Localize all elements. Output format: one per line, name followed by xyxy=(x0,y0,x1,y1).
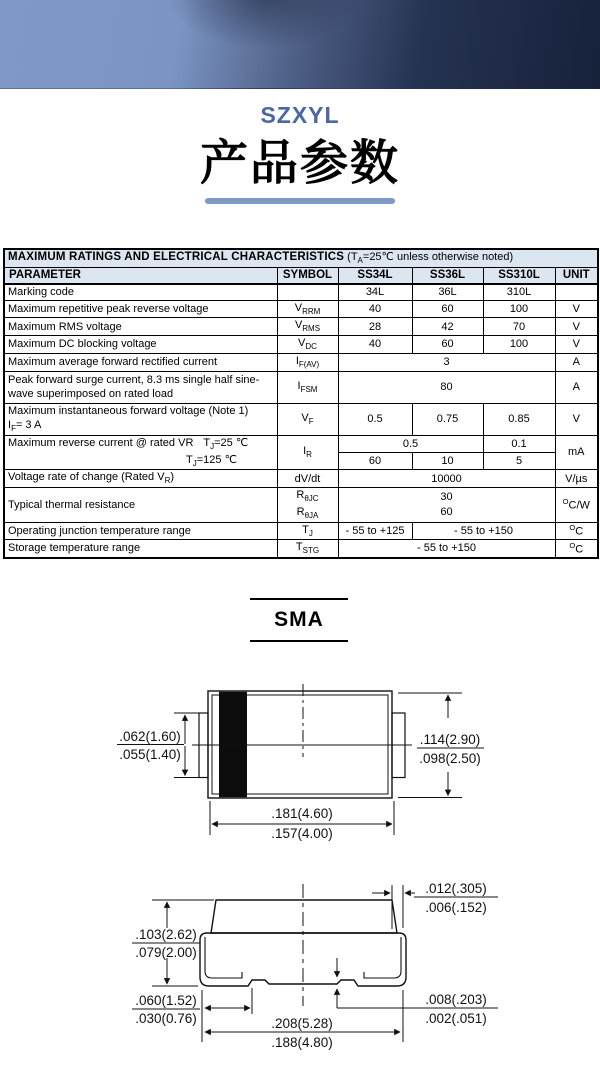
dim-standoff-max: .008(.203) xyxy=(425,992,487,1007)
value-all: 80 xyxy=(338,371,555,403)
page-title: 产品参数 xyxy=(199,137,400,190)
symbol-cell xyxy=(277,300,338,318)
param-post: ) xyxy=(170,471,175,484)
param-cell: Operating junction temperature range xyxy=(4,522,277,540)
value-line2: 60 xyxy=(440,505,453,518)
unit-cell: V xyxy=(555,300,598,318)
col-parameter: PARAMETER xyxy=(4,267,277,284)
package-top-view-drawing xyxy=(0,660,600,860)
symbol-cell xyxy=(277,284,338,300)
value-ss36l: 60 xyxy=(412,300,483,318)
header-banner xyxy=(0,0,600,89)
param-line2 xyxy=(8,418,274,435)
unit-cell: V/µs xyxy=(555,470,598,488)
param-cell: Maximum RMS voltage xyxy=(4,318,277,336)
symbol-cell xyxy=(277,371,338,403)
dim-standoff-min: .002(.051) xyxy=(425,1011,487,1026)
cond-rest: =25 ℃ xyxy=(214,436,249,449)
dim-height-min: .079(2.00) xyxy=(135,945,197,960)
unit-cell: V xyxy=(555,403,598,435)
sym-sub: FSM xyxy=(300,385,318,394)
cond-rest: =125 ℃ xyxy=(196,453,237,466)
unit-rest: C/W xyxy=(568,499,590,512)
value-line1: 30 xyxy=(440,491,453,504)
symbol-cell xyxy=(277,540,338,558)
sym-line2 xyxy=(281,505,335,522)
value-ss310l: 100 xyxy=(483,336,555,354)
dim-height-max: .103(2.62) xyxy=(135,927,197,942)
row-tj xyxy=(4,522,598,540)
ratings-table xyxy=(3,248,599,559)
dim-tab-width-min: .055(1.40) xyxy=(119,747,181,762)
col-ss310l: SS310L xyxy=(483,267,555,284)
param-text: Voltage rate of change (Rated V xyxy=(8,471,165,484)
param-cell: Marking code xyxy=(4,284,277,300)
param-cell: Maximum DC blocking voltage xyxy=(4,336,277,354)
symbol-cell xyxy=(277,318,338,336)
sym-base: R xyxy=(296,505,305,518)
row-rth xyxy=(4,488,598,522)
dim-overall-width-min: .188(4.80) xyxy=(271,1035,333,1050)
table-title-bold: MAXIMUM RATINGS AND ELECTRICAL CHARACTERISTICS xyxy=(8,251,345,263)
sym-sub: F xyxy=(308,417,314,427)
mold-top xyxy=(211,900,397,933)
dim-body-width-min: .157(4.00) xyxy=(271,826,333,841)
package-name: SMA xyxy=(250,598,348,642)
sym-sub: θJC xyxy=(304,494,319,504)
sym-base: T xyxy=(295,541,303,554)
row-vrrm xyxy=(4,300,598,318)
unit-cell: mA xyxy=(555,435,598,469)
sym-sub: F(AV) xyxy=(298,360,320,370)
value-ss34l: 40 xyxy=(338,300,412,318)
param-cell xyxy=(4,403,277,435)
left-lead-inner xyxy=(205,937,242,978)
value-all: - 55 to +150 xyxy=(338,540,555,558)
dim-foot-length-min: .030(0.76) xyxy=(135,1011,197,1026)
dim-body-width-max: .181(4.60) xyxy=(271,806,333,821)
symbol-cell xyxy=(277,353,338,371)
table-header-row xyxy=(4,267,598,284)
col-unit: UNIT xyxy=(555,267,598,284)
param-cell xyxy=(4,435,277,469)
row-tstg xyxy=(4,540,598,558)
row-dvdt xyxy=(4,470,598,488)
dim-tab-width-max: .062(1.60) xyxy=(119,729,181,744)
sym-base: V xyxy=(294,319,303,332)
value-ss36l: 10 xyxy=(412,453,483,470)
value-ss36l: 0.75 xyxy=(412,403,483,435)
value-ss310l: 5 xyxy=(483,453,555,470)
value-ss34l: 0.5 xyxy=(338,403,412,435)
value-all: 3 xyxy=(338,353,555,371)
unit-sup: O xyxy=(562,496,569,506)
sym-sub: θJA xyxy=(304,511,319,521)
symbol-cell xyxy=(277,403,338,435)
table-title-note-pre: (T xyxy=(344,251,358,263)
value-ss34l: 34L xyxy=(338,284,412,300)
param-cell: Maximum repetitive peak reverse voltage xyxy=(4,300,277,318)
value-ss34l: 40 xyxy=(338,336,412,354)
dim-overall-width-max: .208(5.28) xyxy=(271,1016,333,1031)
row-vdc xyxy=(4,336,598,354)
param-line1 xyxy=(8,436,274,453)
dim-foot-length-max: .060(1.52) xyxy=(135,993,197,1008)
value-ss36l: 60 xyxy=(412,336,483,354)
unit-cell xyxy=(555,540,598,558)
unit-cell xyxy=(555,488,598,522)
symbol-cell xyxy=(277,522,338,540)
unit-cell: A xyxy=(555,353,598,371)
sym-base: I xyxy=(303,445,307,458)
value-all xyxy=(338,488,555,522)
table-title xyxy=(4,249,598,267)
unit-sup: O xyxy=(569,522,576,532)
unit-cell: V xyxy=(555,318,598,336)
param-text: Maximum reverse current @ rated VR xyxy=(8,436,194,449)
row-marking xyxy=(4,284,598,300)
sym-sub: RMS xyxy=(302,324,321,334)
value-all: 10000 xyxy=(338,470,555,488)
value-ss36l: 36L xyxy=(412,284,483,300)
cond-sub: J xyxy=(210,442,215,452)
cond2 xyxy=(186,453,274,470)
param-cell: Maximum average forward rectified current xyxy=(4,353,277,371)
unit-sup: O xyxy=(569,540,576,550)
row-ir-1 xyxy=(4,435,598,452)
package-side-view-drawing xyxy=(0,868,600,1076)
cond-sub: J xyxy=(192,458,197,468)
unit-cell xyxy=(555,284,598,300)
cond1 xyxy=(203,436,249,452)
table-title-note-sub: A xyxy=(357,256,363,266)
value-ss310l: 310L xyxy=(483,284,555,300)
sym-base: V xyxy=(294,301,303,314)
cond-sub: F xyxy=(11,424,16,434)
unit-cell xyxy=(555,522,598,540)
col-ss34l: SS34L xyxy=(338,267,412,284)
param-line1: Maximum instantaneous forward voltage (Note 1) xyxy=(8,404,249,417)
value-ss36l-ss310l: - 55 to +150 xyxy=(412,522,555,540)
value-ss34l: 60 xyxy=(338,453,412,470)
symbol-cell xyxy=(277,435,338,469)
sym-base: T xyxy=(302,523,309,536)
symbol-cell xyxy=(277,336,338,354)
row-vrms xyxy=(4,318,598,336)
value-ss34l: 28 xyxy=(338,318,412,336)
brand-name: SZXYL xyxy=(260,102,340,128)
value-ss310l: 0.85 xyxy=(483,403,555,435)
cond-base: T xyxy=(203,436,211,449)
cond-base: T xyxy=(186,453,193,466)
symbol-cell: dV/dt xyxy=(277,470,338,488)
param-cell: Typical thermal resistance xyxy=(4,488,277,522)
unit-cell: A xyxy=(555,371,598,403)
sym-base: R xyxy=(296,489,305,502)
value-ss310l: 0.1 xyxy=(483,435,555,452)
right-lead-inner xyxy=(364,937,401,978)
row-ifsm xyxy=(4,371,598,403)
dim-lead-thickness-max: .012(.305) xyxy=(425,881,487,896)
col-symbol: SYMBOL xyxy=(277,267,338,284)
value-ss310l: 100 xyxy=(483,300,555,318)
row-ifav xyxy=(4,353,598,371)
unit-rest: C xyxy=(575,525,584,538)
param-sub: R xyxy=(164,476,171,486)
param-cell: Storage temperature range xyxy=(4,540,277,558)
dim-lead-thickness-min: .006(.152) xyxy=(425,900,487,915)
param-cell xyxy=(4,470,277,488)
sym-base: I xyxy=(295,354,299,367)
table-title-row xyxy=(4,249,598,267)
param-cell: Peak forward surge current, 8.3 ms single half sine-wave superimposed on rated load xyxy=(4,371,277,403)
value-ss310l: 70 xyxy=(483,318,555,336)
sym-sub: J xyxy=(308,528,313,538)
table-title-note-post: =25℃ unless otherwise noted) xyxy=(362,251,514,263)
value-ss36l: 42 xyxy=(412,318,483,336)
value-ss34l: - 55 to +125 xyxy=(338,522,412,540)
sym-base: I xyxy=(297,379,301,392)
dim-body-height-min: .098(2.50) xyxy=(419,751,481,766)
unit-rest: C xyxy=(575,543,584,556)
value-ss34l-ss36l: 0.5 xyxy=(338,435,483,452)
sym-base: V xyxy=(301,411,309,424)
sym-base: V xyxy=(298,337,306,350)
cond-base: I xyxy=(8,419,12,432)
row-vf xyxy=(4,403,598,435)
sym-sub: DC xyxy=(305,342,317,352)
cond-rest: = 3 A xyxy=(15,419,42,432)
symbol-cell xyxy=(277,488,338,522)
sym-sub: RRM xyxy=(302,306,321,316)
sym-line1 xyxy=(281,488,335,505)
sym-sub: R xyxy=(306,450,312,460)
dim-body-height-max: .114(2.90) xyxy=(419,732,481,747)
unit-cell: V xyxy=(555,336,598,354)
title-underline xyxy=(205,198,395,204)
col-ss36l: SS36L xyxy=(412,267,483,284)
sym-sub: STG xyxy=(302,546,320,556)
